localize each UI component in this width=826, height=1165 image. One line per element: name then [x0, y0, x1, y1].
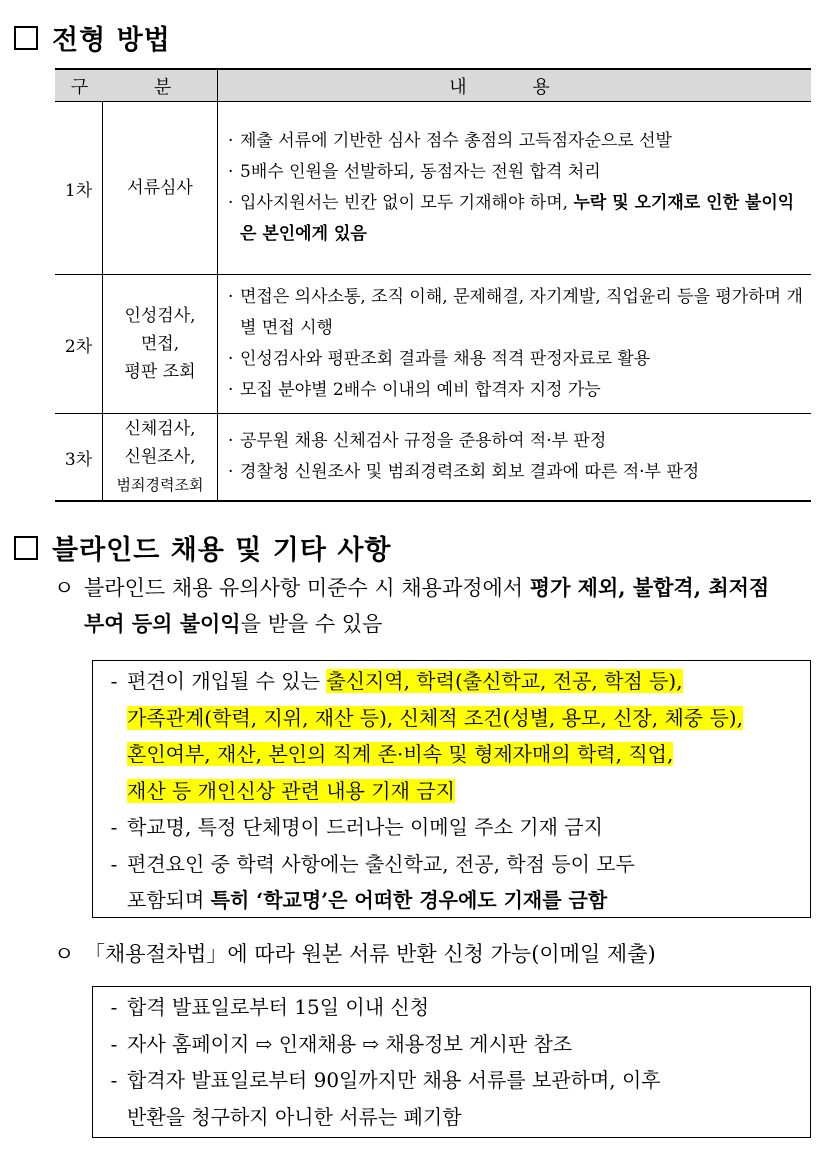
- header-content: 내 용: [218, 69, 812, 102]
- circle-bullet-icon: ㅇ: [54, 942, 75, 966]
- list-item: - 편견이 개입될 수 있는 출신지역, 학력(출신학교, 전공, 학점 등),: [110, 669, 683, 693]
- section-title: 전형 방법: [52, 25, 171, 56]
- header-category: 구 분: [55, 69, 218, 102]
- list-item: - 학교명, 특정 단체명이 드러나는 이메일 주소 기재 금지: [110, 815, 603, 839]
- stage-kind: 신체검사, 신원조사, 범죄경력조회: [103, 414, 218, 502]
- stage-kind: 서류심사: [103, 102, 218, 275]
- table-row: [55, 275, 811, 414]
- list-item: · 경찰청 신원조사 및 범죄경력조회 회보 결과에 따른 적·부 판정: [228, 462, 700, 482]
- emphasis-text: 누락 및 오기재로 인한 불이익은 본인에게 있음: [240, 193, 795, 244]
- stage-content: [218, 102, 812, 275]
- stage-label: 2차: [55, 275, 103, 414]
- highlighted-text: 재산 등 개인신상 관련 내용 기재 금지: [127, 778, 455, 803]
- list-item: · 제출 서류에 기반한 심사 점수 총점의 고득점자순으로 선발: [228, 131, 672, 151]
- list-item: - 합격자 발표일로부터 90일까지만 채용 서류를 보관하며, 이후: [110, 1068, 661, 1092]
- list-item: · 5배수 인원을 선발하되, 동점자는 전원 합격 처리: [228, 162, 601, 182]
- highlighted-text: 출신지역, 학력(출신학교, 전공, 학점 등),: [326, 669, 683, 693]
- emphasis-text: 특히 ‘학교명’은 어떠한 경우에도 기재를 금함: [210, 888, 608, 912]
- section-heading-blind: [14, 528, 392, 567]
- stage-content: [218, 414, 812, 502]
- list-item: · 공무원 채용 신체검사 규정을 준용하여 적·부 판정: [228, 431, 607, 451]
- checkbox-square-icon: [14, 26, 38, 50]
- list-item: - 편견요인 중 학력 사항에는 출신학교, 전공, 학점 등이 모두: [110, 851, 635, 876]
- list-item: - 자사 홈페이지 ⇨ 인재채용 ⇨ 채용정보 게시판 참조: [110, 1031, 573, 1056]
- table-row: [55, 102, 811, 275]
- section-heading-selection: [14, 18, 171, 57]
- stage-label: 3차: [55, 414, 103, 502]
- emphasis-text: 평가 제외, 불합격, 최저점 부여 등의 불이익: [84, 575, 770, 636]
- section-title: 블라인드 채용 및 기타 사항: [52, 535, 392, 566]
- list-item: · 면접은 의사소통, 조직 이해, 문제해결, 자기계발, 직업윤리 등을 평가하며 개별 면접 시행: [228, 287, 803, 338]
- stage-content: [218, 275, 812, 414]
- list-item: ㅇ 「채용절차법」에 따라 원본 서류 반환 신청 가능(이메일 제출): [54, 936, 794, 972]
- notice-box: - 합격 발표일로부터 15일 이내 신청 - 자사 홈페이지 ⇨ 인재채용 ⇨ 채용정보 게시판 참조 - 합격자 발표일로부터 90일까지만 채용 서류를 보관하며, 이후 반환을 청구하지 아니한 서류는 폐기함: [92, 986, 811, 1138]
- table-row: [55, 414, 811, 502]
- highlighted-text: 혼인여부, 재산, 본인의 직계 존·비속 및 형제자매의 학력, 직업,: [127, 742, 674, 766]
- list-item: · 모집 분야별 2배수 이내의 예비 합격자 지정 가능: [228, 380, 601, 400]
- circle-bullet-icon: ㅇ: [54, 576, 75, 600]
- table-header-row: [55, 69, 811, 102]
- list-item: - 합격 발표일로부터 15일 이내 신청: [110, 995, 430, 1019]
- notice-box: - 편견이 개입될 수 있는 출신지역, 학력(출신학교, 전공, 학점 등), 가족관계(학력, 지위, 재산 등), 신체적 조건(성별, 용모, 신장, 체중 등), 혼인여부, 재산, 본인의 직계 존·비속 및 형제자매의 학력, 직업, 재산 등 개인신상 관련 내용 기재 금지 - 학교명, 특정 단체명이 드러나는 이메일 주소 기재 금지 - 편견요인 중 학력 사항에는 출신학교, 전공, 학점 등이 모두 포함되며 특히 ‘학교명’은 어떠한 경우에도 기재를 금함: [92, 660, 811, 918]
- highlighted-text: 가족관계(학력, 지위, 재산 등), 신체적 조건(성별, 용모, 신장, 체중 등),: [127, 705, 743, 730]
- list-item: · 인성검사와 평판조회 결과를 채용 적격 판정자료로 활용: [228, 349, 651, 369]
- stage-label: 1차: [55, 102, 103, 275]
- selection-table: [55, 68, 811, 502]
- list-item: ㅇ 블라인드 채용 유의사항 미준수 시 채용과정에서 평가 제외, 불합격, 최저점 부여 등의 불이익을 받을 수 있음: [54, 570, 794, 642]
- list-item: · 입사지원서는 빈칸 없이 모두 기재해야 하며, 누락 및 오기재로 인한 불이익은 본인에게 있음: [228, 193, 795, 244]
- checkbox-square-icon: [14, 536, 38, 560]
- stage-kind: 인성검사, 면접, 평판 조회: [103, 275, 218, 414]
